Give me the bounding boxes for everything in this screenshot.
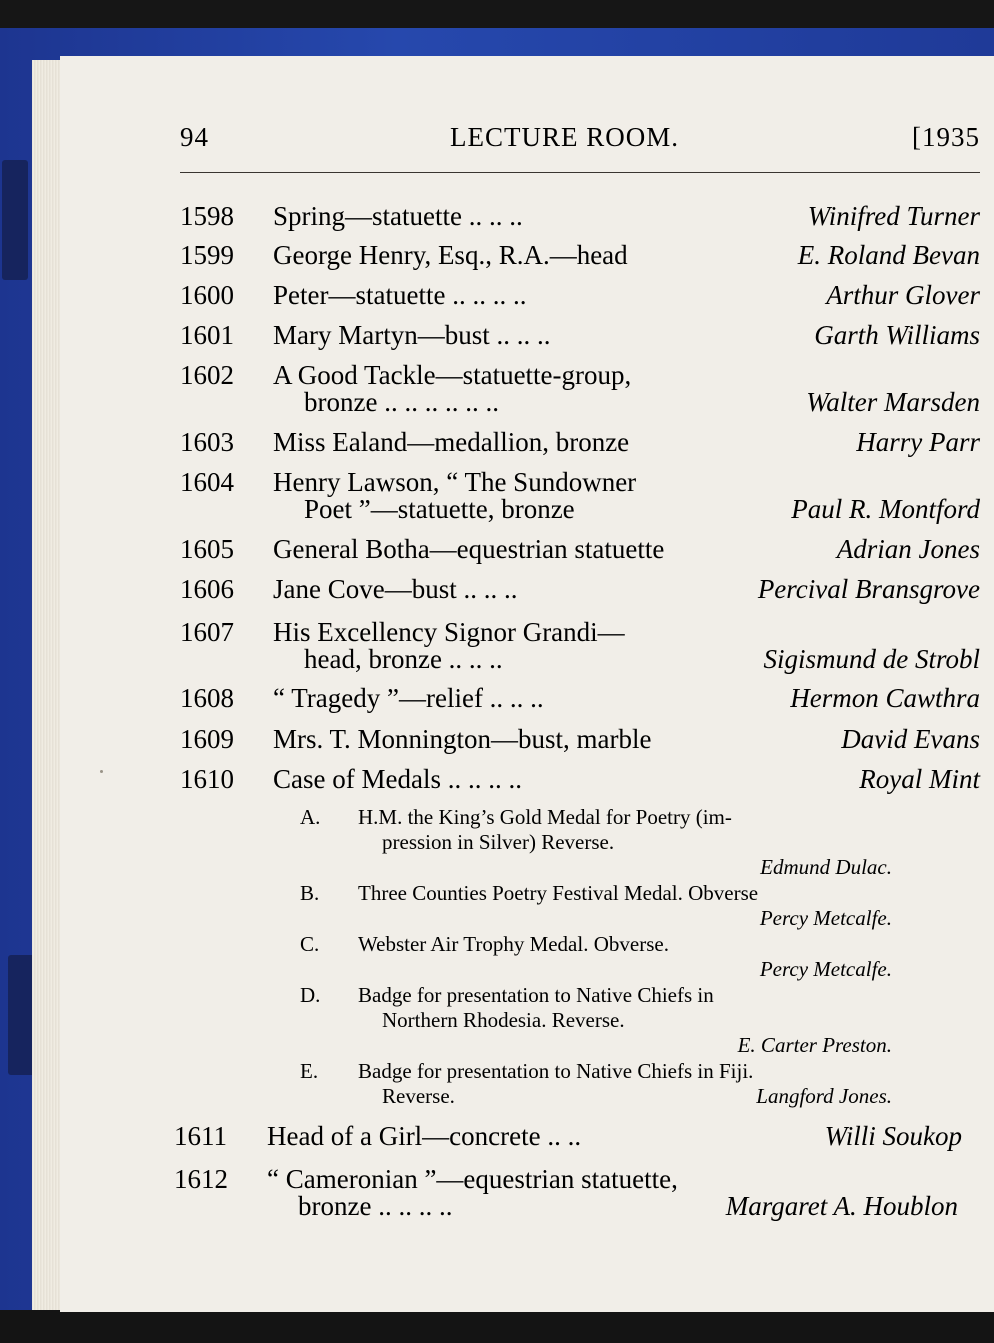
entry-title: “ Tragedy ”—relief .. .. ..: [273, 683, 544, 713]
medal-credit: Percy Metcalfe.: [759, 957, 892, 981]
entry-number: 1612: [174, 1164, 228, 1194]
entry-number: 1603: [180, 427, 234, 457]
bottom-shadow: [0, 1310, 994, 1343]
entry-title: Jane Cove—bust .. .. ..: [273, 574, 518, 604]
entry-number: 1604: [180, 467, 234, 497]
page-header: [180, 122, 980, 162]
medal-letter: D.: [300, 983, 321, 1007]
entry-artist: Royal Mint: [859, 764, 980, 794]
entry-number: 1605: [180, 534, 234, 564]
entry-title-continued: bronze .. .. .. ..: [298, 1191, 453, 1221]
medal-credit: Langford Jones.: [756, 1084, 892, 1108]
page-number: 94: [180, 122, 209, 152]
medal-description: Badge for presentation to Native Chiefs in: [358, 983, 714, 1007]
entry-title-continued: Poet ”—statuette, bronze: [304, 494, 575, 524]
medal-description: H.M. the King’s Gold Medal for Poetry (im-: [358, 805, 732, 829]
medal-credit: E. Carter Preston.: [737, 1033, 892, 1057]
entry-artist: Walter Marsden: [806, 387, 980, 417]
entry-number: 1610: [180, 764, 234, 794]
entry-number: 1600: [180, 280, 234, 310]
entry-artist: Hermon Cawthra: [790, 683, 980, 713]
entry-artist: Paul R. Montford: [791, 494, 980, 524]
entry-number: 1609: [180, 724, 234, 754]
entry-title: Henry Lawson, “ The Sundowner: [273, 467, 637, 497]
medal-description-continued: Northern Rhodesia. Reverse.: [382, 1008, 625, 1032]
entry-artist: Margaret A. Houblon: [725, 1191, 958, 1221]
entry-number: 1607: [180, 617, 234, 647]
medal-letter: C.: [300, 932, 320, 956]
entry-artist: Harry Parr: [856, 427, 980, 457]
entry-artist: Adrian Jones: [836, 534, 980, 564]
entry-title: Mrs. T. Monnington—bust, marble: [273, 724, 652, 754]
entry-number: 1599: [180, 240, 234, 270]
entry-artist: E. Roland Bevan: [797, 240, 980, 270]
medal-description-continued: Reverse.: [382, 1084, 455, 1108]
entry-number: 1602: [180, 360, 234, 390]
entry-number: 1598: [180, 201, 234, 231]
top-shadow: [0, 0, 994, 30]
medal-credit: Edmund Dulac.: [760, 855, 892, 879]
entry-title-continued: head, bronze .. .. ..: [304, 644, 503, 674]
entry-title: A Good Tackle—statuette-group,: [273, 360, 632, 390]
paper-speck: [100, 770, 103, 773]
medal-description: Webster Air Trophy Medal. Obverse.: [358, 932, 669, 956]
header-rule: [180, 172, 980, 173]
entry-number: 1611: [174, 1121, 227, 1151]
running-title: LECTURE ROOM.: [450, 122, 679, 152]
entry-title: George Henry, Esq., R.A.—head: [273, 240, 628, 270]
entry-number: 1608: [180, 683, 234, 713]
entry-title: Mary Martyn—bust .. .. ..: [273, 320, 551, 350]
entry-title-continued: bronze .. .. .. .. .. ..: [304, 387, 499, 417]
entry-artist: Willi Soukop: [824, 1121, 962, 1151]
medal-credit: Percy Metcalfe.: [759, 906, 892, 930]
entry-title: Peter—statuette .. .. .. ..: [273, 280, 527, 310]
entry-title: Spring—statuette .. .. ..: [273, 201, 523, 231]
entry-number: 1606: [180, 574, 234, 604]
entry-artist: Sigismund de Strobl: [763, 644, 980, 674]
binding-tab-upper: [2, 160, 28, 280]
entry-artist: Percival Bransgrove: [757, 574, 980, 604]
medal-description: Three Counties Poetry Festival Medal. Obverse: [358, 881, 759, 905]
medal-letter: A.: [300, 805, 321, 829]
entry-artist: Winifred Turner: [807, 201, 980, 231]
entry-title: Head of a Girl—concrete .. ..: [267, 1121, 582, 1151]
medal-description-continued: pression in Silver) Reverse.: [382, 830, 615, 854]
entry-artist: Arthur Glover: [826, 280, 980, 310]
entry-artist: David Evans: [841, 724, 980, 754]
entry-title: Case of Medals .. .. .. ..: [273, 764, 522, 794]
medal-description: Badge for presentation to Native Chiefs in Fiji.: [358, 1059, 754, 1083]
medal-letter: E.: [300, 1059, 319, 1083]
entry-title: “ Cameronian ”—equestrian statuette,: [267, 1164, 678, 1194]
entry-title: Miss Ealand—medallion, bronze: [273, 427, 630, 457]
medal-letter: B.: [300, 881, 320, 905]
entry-title: His Excellency Signor Grandi—: [273, 617, 625, 647]
entry-title: General Botha—equestrian statuette: [273, 534, 665, 564]
entry-number: 1601: [180, 320, 234, 350]
entry-artist: Garth Williams: [814, 320, 980, 350]
year-mark: [1935: [912, 122, 980, 152]
